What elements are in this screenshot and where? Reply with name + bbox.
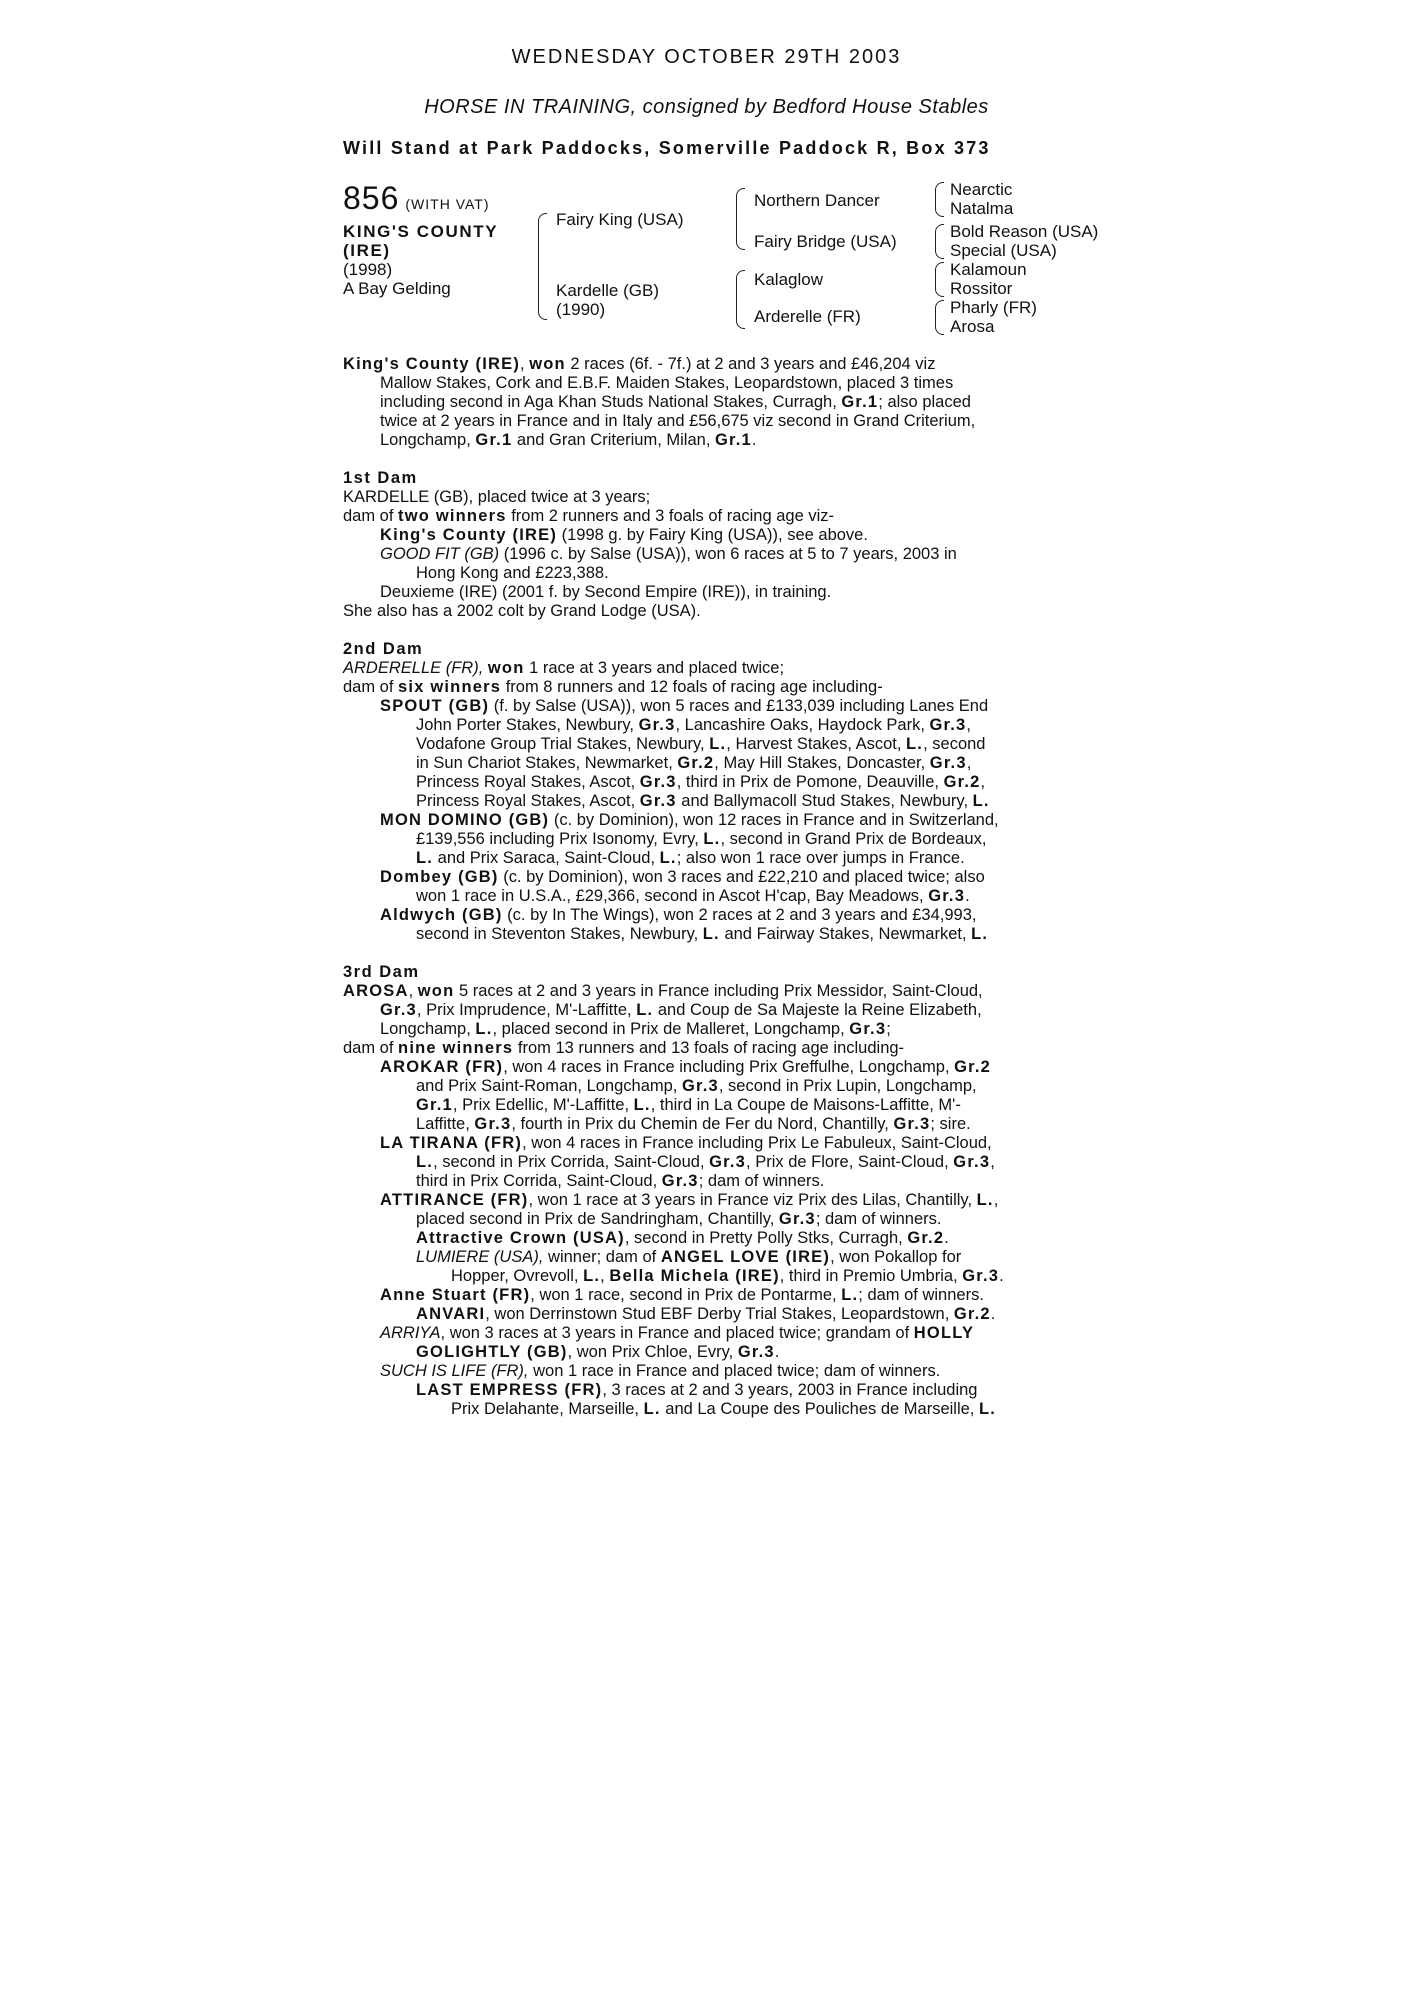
produce-line: Aldwych (GB) (c. by In The Wings), won 2 races at 2 and 3 years and £34,993, xyxy=(380,906,977,924)
pedigree-dam: Kardelle (GB) xyxy=(556,281,659,300)
horse-description: A Bay Gelding xyxy=(343,279,451,298)
lot-heading xyxy=(343,180,490,217)
produce-line: GOOD FIT (GB) (1996 c. by Salse (USA)), won 6 races at 5 to 7 years, 2003 in xyxy=(380,545,957,563)
produce-line: Prix Delahante, Marseille, L. and La Coupe des Pouliches de Marseille, L. xyxy=(451,1400,997,1418)
pedigree-gg8: Arosa xyxy=(950,317,995,336)
pedigree-gg2: Natalma xyxy=(950,199,1014,218)
section-heading: 2nd Dam xyxy=(343,640,424,658)
pedigree-brace-g3 xyxy=(935,262,944,297)
dam-line: dam of two winners from 2 runners and 3 foals of racing age viz- xyxy=(343,507,835,525)
second-dam-section xyxy=(343,640,1083,944)
stand-location: Will Stand at Park Paddocks, Somerville Paddock R, Box 373 xyxy=(343,138,991,158)
pedigree-gg3: Bold Reason (USA) xyxy=(950,222,1099,241)
produce-line: King's County (IRE) (1998 g. by Fairy King (USA)), see above. xyxy=(380,526,868,544)
pedigree-dam-year: (1990) xyxy=(556,300,606,319)
horse-name: KING'S COUNTY xyxy=(343,222,499,241)
produce-line: second in Steventon Stakes, Newbury, L. and Fairway Stakes, Newmarket, L. xyxy=(416,925,989,943)
dam-line: dam of six winners from 8 runners and 12 foals of racing age including- xyxy=(343,678,883,696)
produce-line: SPOUT (GB) (f. by Salse (USA)), won 5 races and £133,039 including Lanes End xyxy=(380,697,989,715)
produce-line: ANVARI, won Derrinstown Stud EBF Derby Trial Stakes, Leopardstown, Gr.2. xyxy=(416,1305,996,1323)
dam-line: KARDELLE (GB), placed twice at 3 years; xyxy=(343,488,651,506)
produce-line: won 1 race in U.S.A., £29,366, second in Ascot H'cap, Bay Meadows, Gr.3. xyxy=(416,887,970,905)
summary-line: twice at 2 years in France and in Italy and £56,675 viz second in Grand Criterium, xyxy=(380,412,976,430)
produce-line: John Porter Stakes, Newbury, Gr.3, Lancashire Oaks, Haydock Park, Gr.3, xyxy=(416,716,972,734)
pedigree-brace-dam xyxy=(736,270,745,329)
produce-line: placed second in Prix de Sandringham, Chantilly, Gr.3; dam of winners. xyxy=(416,1210,942,1228)
first-dam-section xyxy=(343,469,1083,621)
produce-line: SUCH IS LIFE (FR), won 1 race in France and placed twice; dam of winners. xyxy=(380,1362,941,1380)
race-summary xyxy=(343,355,1083,450)
produce-line: Laffitte, Gr.3, fourth in Prix du Chemin de Fer du Nord, Chantilly, Gr.3; sire. xyxy=(416,1115,971,1133)
produce-line: MON DOMINO (GB) (c. by Dominion), won 12 races in France and in Switzerland, xyxy=(380,811,999,829)
consignor: consigned by Bedford House Stables xyxy=(642,96,989,118)
produce-line: L. and Prix Saraca, Saint-Cloud, L.; also won 1 race over jumps in France. xyxy=(416,849,965,867)
dam-line: She also has a 2002 colt by Grand Lodge (USA). xyxy=(343,602,701,620)
produce-line: ATTIRANCE (FR), won 1 race at 3 years in France viz Prix des Lilas, Chantilly, L., xyxy=(380,1191,999,1209)
pedigree-gg7: Pharly (FR) xyxy=(950,298,1037,317)
produce-line: in Sun Chariot Stakes, Newmarket, Gr.2, May Hill Stakes, Doncaster, Gr.3, xyxy=(416,754,972,772)
pedigree-sire-sire: Northern Dancer xyxy=(754,191,880,210)
dam-line: Gr.3, Prix Imprudence, M'-Laffitte, L. and Coup de Sa Majeste la Reine Elizabeth, xyxy=(380,1001,982,1019)
produce-line: Dombey (GB) (c. by Dominion), won 3 races and £22,210 and placed twice; also xyxy=(380,868,985,886)
produce-line: Anne Stuart (FR), won 1 race, second in Prix de Pontarme, L.; dam of winners. xyxy=(380,1286,984,1304)
produce-line: Deuxieme (IRE) (2001 f. by Second Empire (IRE)), in training. xyxy=(380,583,832,601)
third-dam-section xyxy=(343,963,1083,1419)
pedigree-gg5: Kalamoun xyxy=(950,260,1027,279)
produce-line: Hong Kong and £223,388. xyxy=(416,564,609,582)
dam-line: ARDERELLE (FR), won 1 race at 3 years and placed twice; xyxy=(343,659,785,677)
produce-line: Gr.1, Prix Edellic, M'-Laffitte, L., third in La Coupe de Maisons-Laffitte, M'- xyxy=(416,1096,961,1114)
produce-line: Attractive Crown (USA), second in Pretty Polly Stks, Curragh, Gr.2. xyxy=(416,1229,949,1247)
pedigree-gg6: Rossitor xyxy=(950,279,1013,298)
pedigree-sire-dam: Fairy Bridge (USA) xyxy=(754,232,897,251)
produce-line: third in Prix Corrida, Saint-Cloud, Gr.3; dam of winners. xyxy=(416,1172,825,1190)
pedigree-dam-sire: Kalaglow xyxy=(754,270,823,289)
horse-identity xyxy=(343,222,498,298)
section-heading: 1st Dam xyxy=(343,469,418,487)
pedigree-brace-g4 xyxy=(935,300,944,335)
dam-line: AROSA, won 5 races at 2 and 3 years in France including Prix Messidor, Saint-Cloud, xyxy=(343,982,983,1000)
produce-line: Princess Royal Stakes, Ascot, Gr.3 and Ballymacoll Stud Stakes, Newbury, L. xyxy=(416,792,990,810)
pedigree-gg1: Nearctic xyxy=(950,180,1013,199)
pedigree-brace-main xyxy=(538,213,547,320)
produce-line: LA TIRANA (FR), won 4 races in France including Prix Le Fabuleux, Saint-Cloud, xyxy=(380,1134,992,1152)
produce-line: LAST EMPRESS (FR), 3 races at 2 and 3 years, 2003 in France including xyxy=(416,1381,978,1399)
summary-line: King's County (IRE), won 2 races (6f. - 7f.) at 2 and 3 years and £46,204 viz xyxy=(343,355,936,373)
produce-line: AROKAR (FR), won 4 races in France including Prix Greffulhe, Longchamp, Gr.2 xyxy=(380,1058,992,1076)
vat-note: (WITH VAT) xyxy=(405,196,490,212)
dam-line: Longchamp, L., placed second in Prix de Malleret, Longchamp, Gr.3; xyxy=(380,1020,891,1038)
lot-type: HORSE IN TRAINING, xyxy=(424,96,637,118)
dam-line: dam of nine winners from 13 runners and 13 foals of racing age including- xyxy=(343,1039,905,1057)
horse-country: (IRE) xyxy=(343,241,391,260)
sale-date: WEDNESDAY OCTOBER 29TH 2003 xyxy=(511,46,902,68)
pedigree-brace-sire xyxy=(736,188,745,250)
produce-line: ARRIYA, won 3 races at 3 years in France and placed twice; grandam of HOLLY xyxy=(380,1324,975,1342)
summary-line: Longchamp, Gr.1 and Gran Criterium, Milan, Gr.1. xyxy=(380,431,757,449)
pedigree-dam-dam: Arderelle (FR) xyxy=(754,307,861,326)
horse-year: (1998) xyxy=(343,260,393,279)
produce-line: £139,556 including Prix Isonomy, Evry, L., second in Grand Prix de Bordeaux, xyxy=(416,830,987,848)
produce-line: LUMIERE (USA), winner; dam of ANGEL LOVE (IRE), won Pokallop for xyxy=(416,1248,962,1266)
produce-line: GOLIGHTLY (GB), won Prix Chloe, Evry, Gr.3. xyxy=(416,1343,780,1361)
produce-line: Vodafone Group Trial Stakes, Newbury, L., Harvest Stakes, Ascot, L., second xyxy=(416,735,986,753)
summary-line: Mallow Stakes, Cork and E.B.F. Maiden Stakes, Leopardstown, placed 3 times xyxy=(380,374,954,392)
pedigree-gg4: Special (USA) xyxy=(950,241,1057,260)
produce-line: Hopper, Ovrevoll, L., Bella Michela (IRE), third in Premio Umbria, Gr.3. xyxy=(451,1267,1004,1285)
pedigree-brace-g1 xyxy=(935,182,944,217)
summary-line: including second in Aga Khan Studs National Stakes, Curragh, Gr.1; also placed xyxy=(380,393,971,411)
produce-line: and Prix Saint-Roman, Longchamp, Gr.3, second in Prix Lupin, Longchamp, xyxy=(416,1077,977,1095)
produce-line: L., second in Prix Corrida, Saint-Cloud, Gr.3, Prix de Flore, Saint-Cloud, Gr.3, xyxy=(416,1153,995,1171)
lot-type-line xyxy=(0,96,1413,119)
lot-number: 856 xyxy=(343,180,400,216)
section-heading: 3rd Dam xyxy=(343,963,420,981)
pedigree-brace-g2 xyxy=(935,224,944,259)
pedigree-sire: Fairy King (USA) xyxy=(556,210,684,229)
produce-line: Princess Royal Stakes, Ascot, Gr.3, third in Prix de Pomone, Deauville, Gr.2, xyxy=(416,773,986,791)
